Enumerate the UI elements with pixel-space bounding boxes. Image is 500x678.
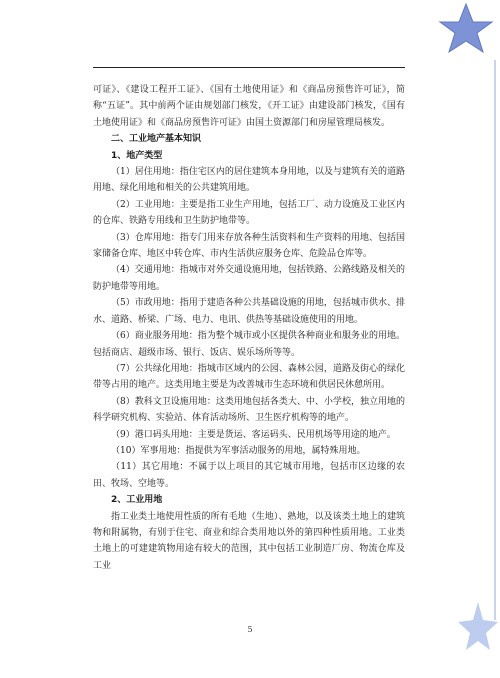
star-icon	[436, 0, 500, 64]
section-heading: 二、工业地产基本知识	[111, 134, 202, 145]
paragraph: （10）军事用地：指提供为军事活动服务的用地，属特殊用地。	[111, 445, 366, 456]
paragraph: （8）教科文卫设施用地：这类用地包括各类大、中、小学校，独立用地的科学研究机构、实验站、体育活动场所、卫生医疗机构等的地产。	[93, 396, 405, 424]
paragraph: （4）交通用地：指城市对外交通设施用地，包括铁路、公路线路及相关的防护地带等用地。	[93, 265, 405, 292]
paragraph: （6）商业服务用地：指为整个城市或小区提供各种商业和服务业的用地。包括商店、超级市场、银行、饭店、娱乐场所等等。	[93, 331, 405, 358]
header-rule	[93, 67, 405, 68]
paragraph: （3）仓库用地：指专门用来存放各种生活资料和生产资料的用地、包括国家储备仓库、地区中转仓库、市内生活供应服务仓库、危险品仓库等。	[93, 232, 405, 260]
paragraph: （11）其它用地：不属于以上项目的其它城市用地，包括市区边缘的农田、牧场、空地等。	[93, 462, 405, 489]
subsection-heading: 2、工业用地	[111, 495, 163, 506]
document-body	[93, 82, 405, 574]
star-icon	[452, 600, 500, 678]
paragraph: （2）工业用地：主要是指工业生产用地，包括工厂、动力设施及工业区内的仓库、铁路专用线和卫生防护地带等。	[93, 199, 405, 227]
paragraph: （1）居住用地：指住宅区内的居住建筑本身用地，以及与建筑有关的道路用地、绿化用地和相关的公共建筑用地。	[93, 167, 405, 194]
subsection-heading: 1、地产类型	[111, 150, 163, 161]
page-border-right	[494, 60, 496, 620]
paragraph: 指工业类土地使用性质的所有毛地（生地）、熟地，以及该类土地上的建筑物和附属物，有别于住宅、商业和综合类用地以外的第四种性质用地。工业类土地上的可建建筑物用途有较大的范围，其中包括工业制造厂房、物流仓库及工业	[93, 511, 405, 571]
paragraph: （5）市政用地：指用于建造各种公共基础设施的用地，包括城市供水、排水、道路、桥梁、广场、电力、电讯、供热等基础设施使用的用地。	[93, 298, 405, 325]
paragraph: （9）港口码头用地：主要是货运、客运码头、民用机场等用途的地产。	[111, 429, 396, 440]
paragraph: 可证》、《建设工程开工证》、《国有土地使用证》和《商品房预售许可证》，简称“五证”。其中前两个证由规划部门核发，《开工证》由建设部门核发，《国有土地使用证》和《商品房预售许可证》由国土资源部门和房屋管理局核发。	[93, 85, 405, 128]
paragraph: （7）公共绿化用地：指城市区域内的公园、森林公园，道路及街心的绿化带等占用的地产。这类用地主要是为改善城市生态环境和供居民休憩所用。	[93, 363, 405, 391]
page-number: 5	[247, 625, 253, 634]
